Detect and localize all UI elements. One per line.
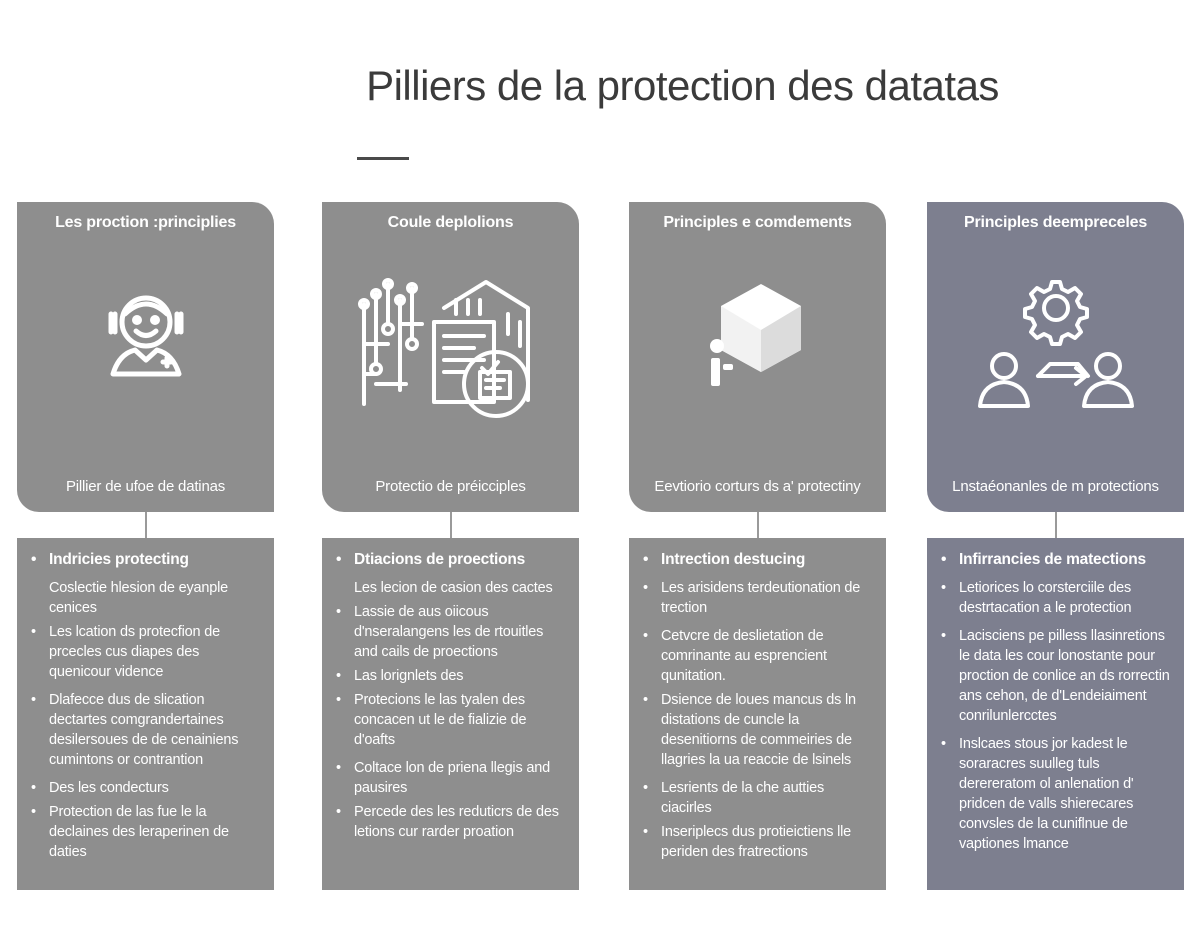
pillar-card (322, 202, 579, 512)
list-item: • Lassie de aus oiicous d'nseralangens les de rtouitles and cails de proections (332, 602, 569, 662)
pillar-title: Principles deempreceles (963, 214, 1148, 231)
list-item: • Protection de las fue le la declaines des leraperinen de daties (27, 802, 264, 862)
pillar-footer: Protectio de préicciples (375, 478, 526, 495)
list-item: • Protecions le las tyalen des concacen ut le de fializie de d'oafts (332, 690, 569, 750)
gear-people-exchange-icon (966, 274, 1146, 414)
pillar-column-4 (927, 202, 1184, 890)
pillar-details (322, 538, 579, 890)
list-item: • Dlafecce dus de slication dectartes comgrandertaines desilersoues de de cenainiens cumintons or contrantion (27, 690, 264, 770)
pillar-card (17, 202, 274, 512)
pillar-details (17, 538, 274, 890)
list-item: • Las lorignlets des (332, 666, 569, 686)
pillar-details (927, 538, 1184, 890)
list-item: • Indricies protecting (27, 550, 264, 570)
connector-line (450, 512, 452, 538)
pillar-footer: Eevtiorio corturs ds a' protectiny (654, 478, 861, 495)
connector-line (1055, 512, 1057, 538)
pillar-footer: Pillier de ufoe de datinas (65, 478, 226, 495)
list-item: • Letiorices lo corsterciile des destrtacation a le protection (937, 578, 1174, 618)
pillar-footer: Lnstaéonanles de m protections (952, 478, 1159, 495)
list-item: • Inseriplecs dus protieictiens lle periden des fratrections (639, 822, 876, 862)
pillar-column-3 (629, 202, 886, 890)
circuit-building-document-icon (356, 274, 546, 424)
list-item: • Lacisciens pe pilless llasinretions le data les cour lonostante pour proction de conlice an ds rorrectin ans cehon, de d'Lendeiaiment conrilunlercctes (937, 626, 1174, 726)
list-item: • Intrection destucing (639, 550, 876, 570)
list-item: • Infirrancies de matections (937, 550, 1174, 570)
list-item: • Les arisidens terdeutionation de trection (639, 578, 876, 618)
title-underline (357, 157, 409, 160)
list-item: • Dtiacions de proections (332, 550, 569, 570)
pillar-column-1 (17, 202, 274, 890)
list-item: Les lecion de casion des cactes (354, 580, 553, 596)
list-item: • Des les condecturs (27, 778, 264, 798)
person-headset-icon (91, 274, 201, 384)
connector-line (757, 512, 759, 538)
list-item: • Lesrients de la che autties ciacirles (639, 778, 876, 818)
pillar-card (629, 202, 886, 512)
connector-line (145, 512, 147, 538)
list-item: • Dsience de loues mancus ds ln distations de cuncle la desenitiorns de commeiries de llagries la ua reaccie de lsinels (639, 690, 876, 770)
list-item: Coslectie hlesion de eyanple cenices (49, 580, 228, 616)
pillar-card (927, 202, 1184, 512)
page-title: Pilliers de la protection des datatas (366, 62, 999, 109)
pillar-title: Principles e comdements (663, 214, 852, 231)
pillar-title: Les proction :principlies (55, 214, 236, 231)
list-item: • Inslcaes stous jor kadest le soraracres suulleg tuls derereratom ol anlenation d' pridcen de valls shierecares convsles de la cuniflnue de vaptiones lmance (937, 734, 1174, 854)
pillar-title: Coule deplolions (387, 214, 514, 231)
list-item: • Les lcation ds protecfion de prcecles cus diapes des quenicour vidence (27, 622, 264, 682)
pillar-details (629, 538, 886, 890)
hexagon-person-icon (703, 274, 813, 394)
list-item: • Coltace lon de priena llegis and pausires (332, 758, 569, 798)
pillar-column-2 (322, 202, 579, 890)
list-item: • Percede des les reduticrs de des letions cur rarder proation (332, 802, 569, 842)
list-item: • Cetvcre de deslietation de comrinante au esprencient qunitation. (639, 626, 876, 686)
